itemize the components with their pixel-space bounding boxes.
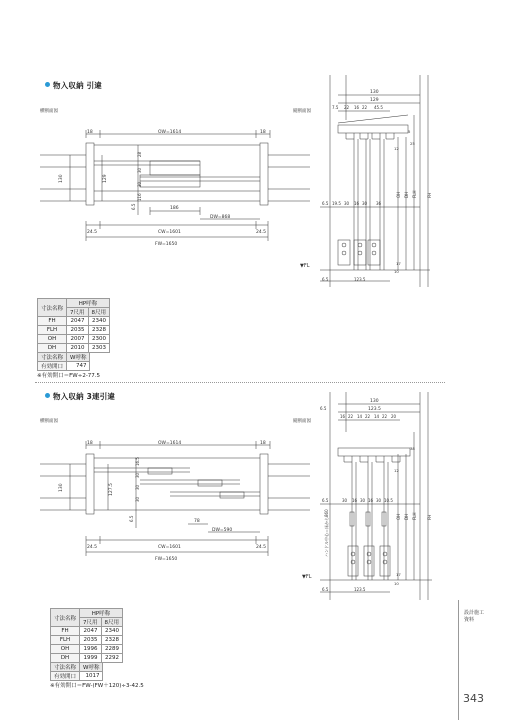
elevation-view-label: 縦断面図	[293, 109, 311, 114]
w-header-name: 寸法名称	[51, 663, 80, 672]
w-header-value: W呼称	[67, 353, 90, 362]
section-divider	[35, 382, 445, 383]
elev-dh: DH	[404, 513, 409, 520]
table-row: FLH 2035 2328	[51, 636, 123, 645]
bullet-icon	[45, 82, 50, 87]
elev-sub-1: 22	[344, 105, 350, 110]
spec-table-triple	[50, 608, 123, 663]
elev-fl: ▼FL	[302, 574, 312, 580]
dim-cw: CW=1601	[158, 230, 181, 235]
dim-left-18: 18	[87, 441, 93, 446]
dim-wall-left: 24.5	[87, 545, 98, 550]
elev-row-5: 36	[376, 201, 382, 206]
elevation-drawing-triple	[300, 392, 440, 604]
elev-row-1: 19.5	[332, 201, 341, 206]
elev-row-2: 30	[344, 201, 350, 206]
table-header-name: 寸法名称	[51, 609, 80, 627]
elevation-view-label: 縦断面図	[293, 419, 311, 424]
elev-sub-3: 22	[362, 105, 368, 110]
bullet-icon	[45, 393, 50, 398]
elev-129: 129	[370, 98, 379, 103]
dim-129: 129	[103, 174, 108, 183]
side-label-line1: 設計施工	[464, 610, 485, 616]
plan-drawing-sliding	[40, 125, 310, 255]
elev-1235b: 123.5	[354, 587, 366, 592]
table-row: FH 2047 2340	[51, 627, 123, 636]
spec-table-width-triple	[50, 662, 103, 681]
dim-wall-left: 24.5	[87, 230, 98, 235]
elev-oh: OH	[396, 191, 401, 198]
elev-sub-2: 14	[357, 414, 363, 419]
dim-28: 28	[137, 151, 142, 157]
elev-r17: 17	[396, 572, 401, 577]
table-row: FH 2047 2340	[38, 317, 110, 326]
dim-116: 116	[137, 193, 142, 201]
elev-r25: 25	[410, 141, 415, 146]
elev-row-3: 16	[354, 201, 360, 206]
spec-table-sliding	[37, 298, 110, 353]
side-label	[464, 610, 484, 624]
table-header-hp: HP呼称	[67, 299, 110, 308]
elev-sub-5: 22	[382, 414, 388, 419]
dim-65: 6.5	[129, 515, 134, 522]
dim-1275: 127.5	[109, 483, 114, 496]
dim-fw: FW=1650	[155, 557, 178, 562]
elev-fh: FH	[427, 514, 432, 520]
dim-78: 78	[194, 519, 200, 524]
elev-130: 130	[370, 90, 379, 95]
table-header-name: 寸法名称	[38, 299, 67, 317]
side-label-line2: 資料	[464, 617, 475, 623]
elev-65: 6.5	[322, 277, 329, 282]
w-header-name: 寸法名称	[38, 353, 67, 362]
table-row: FLH 2035 2328	[38, 326, 110, 335]
dim-dw: DW=590	[212, 528, 233, 533]
elev-row-5: 30	[376, 498, 382, 503]
elev-row-0: 6.5	[322, 498, 329, 503]
dim-130: 130	[59, 483, 64, 492]
elev-r5: 5	[408, 129, 411, 134]
dim-ow: OW=1614	[158, 130, 182, 135]
elev-sub-0: 16	[340, 414, 346, 419]
elev-sub-4: 14	[374, 414, 380, 419]
dim-30a: 30	[135, 472, 140, 478]
elev-1235: 123.5	[368, 407, 381, 412]
section1-title: 物入収納 引違	[45, 80, 102, 91]
page-number: 343	[463, 692, 484, 705]
elev-65: 6.5	[322, 587, 329, 592]
dim-30b: 30	[135, 484, 140, 490]
dim-right-18: 18	[260, 441, 266, 446]
dim-30c: 30	[135, 496, 140, 502]
table-row: OH 1996 2289	[51, 645, 123, 654]
plan-drawing-triple	[40, 436, 310, 566]
elev-r12: 12	[394, 468, 399, 473]
table-header-hp: HP呼称	[80, 609, 123, 618]
elev-130: 130	[370, 399, 379, 404]
section2-title: 物入収納 3連引違	[45, 391, 115, 402]
dim-165: 16.5	[135, 457, 140, 466]
dim-right-18: 18	[260, 130, 266, 135]
handle-height-note: ハンドル中心＝床から860	[324, 509, 329, 557]
table-row: DH 1999 2292	[51, 654, 123, 663]
plan-view-label: 横断面図	[40, 419, 58, 424]
plan-view-label: 横断面図	[40, 109, 58, 114]
table-row: OH 2007 2300	[38, 335, 110, 344]
elev-r10: 10	[394, 269, 399, 274]
table-row: DH 2010 2303	[38, 344, 110, 353]
spec-table-width-sliding	[37, 352, 90, 371]
elev-oh: OH	[396, 513, 401, 520]
dim-ow: OW=1614	[158, 441, 182, 446]
dim-30b: 30	[137, 181, 142, 187]
dim-30a: 30	[137, 167, 142, 173]
elev-dh: DH	[404, 191, 409, 198]
dim-dw: DW=868	[210, 215, 231, 220]
elev-sub-3: 22	[365, 414, 371, 419]
table-col-7: 7尺用	[80, 618, 102, 627]
elev-row-1: 30	[342, 498, 348, 503]
dim-65: 6.5	[131, 203, 136, 210]
table-col-8: 8尺用	[88, 308, 110, 317]
elev-r38: 38	[410, 446, 415, 451]
dim-wall-right: 24.5	[256, 545, 267, 550]
elev-sub-1: 22	[348, 414, 354, 419]
elev-r10: 10	[394, 581, 399, 586]
note-sliding: ※有効開口＝FW÷2-77.5	[37, 373, 101, 379]
elev-sub-0: 7.5	[332, 105, 339, 110]
elev-fl: ▼FL	[300, 263, 310, 269]
elev-left65: 6.5	[320, 406, 327, 411]
elev-row-2: 16	[352, 498, 358, 503]
elev-row-6: 10.5	[384, 498, 393, 503]
table-col-7: 7尺用	[67, 308, 89, 317]
table-row: 有効開口 747	[38, 362, 90, 371]
dim-186: 186	[170, 206, 179, 211]
elev-1235: 123.5	[354, 277, 366, 282]
dim-left-18: 18	[87, 130, 93, 135]
elev-row-4: 30	[362, 201, 368, 206]
elev-sub-2: 16	[354, 105, 360, 110]
elev-sub-6: 20	[391, 414, 397, 419]
elev-row-4: 16	[368, 498, 374, 503]
elev-row-0: 6.5	[322, 201, 329, 206]
w-header-value: W呼称	[80, 663, 103, 672]
table-col-8: 8尺用	[101, 618, 123, 627]
elev-sub-4: 45.5	[374, 105, 383, 110]
elev-fh: FH	[427, 192, 432, 198]
dim-wall-right: 24.5	[256, 230, 267, 235]
elev-r17: 17	[396, 261, 401, 266]
elev-flh: FLH	[412, 512, 417, 520]
dim-fw: FW=1650	[155, 242, 178, 247]
elev-r12: 12	[394, 146, 399, 151]
dim-130: 130	[59, 174, 64, 183]
elev-row-3: 30	[360, 498, 366, 503]
note-triple: ※有効開口＝FW-(FW＋120)÷3-42.5	[50, 683, 144, 689]
table-row: 有効開口 1017	[51, 672, 103, 681]
dim-cw: CW=1601	[158, 545, 181, 550]
elev-flh: FLH	[412, 190, 417, 198]
side-rule	[458, 600, 459, 720]
